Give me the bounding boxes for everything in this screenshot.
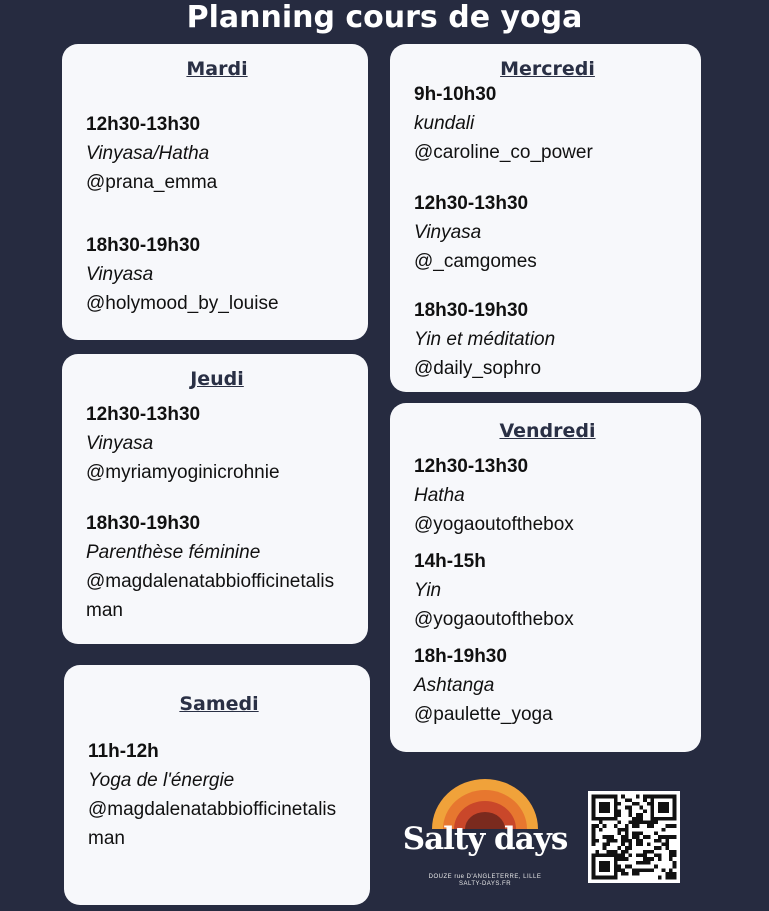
session-teacher: @magdalenatabbiofficinetalisman [86, 571, 335, 621]
session-teacher: @caroline_co_power [414, 142, 593, 163]
session-time: 12h30-13h30 [414, 456, 529, 477]
session-teacher: @daily_sophro [414, 358, 542, 379]
session-item [86, 110, 348, 197]
session-teacher: @magdalenatabbiofficinetalisman [88, 799, 337, 849]
session-class: Yin et méditation [414, 329, 556, 350]
session-class: Hatha [414, 485, 465, 506]
session-time: 11h-12h [88, 741, 159, 762]
session-item [86, 509, 348, 625]
session-time: 12h30-13h30 [86, 404, 201, 425]
day-heading: Mercredi [500, 58, 595, 80]
day-card-samedi [64, 665, 370, 905]
session-teacher: @prana_emma [86, 172, 218, 193]
day-card-vendredi [390, 403, 701, 752]
session-time: 18h30-19h30 [86, 513, 201, 534]
session-time: 14h-15h [414, 551, 486, 572]
page-title: Planning cours de yoga [186, 0, 583, 35]
session-item [88, 737, 350, 853]
session-class: Ashtanga [414, 675, 495, 696]
session-time: 18h-19h30 [414, 646, 507, 667]
logo-website: SALTY-DAYS.FR [458, 881, 512, 887]
session-class: Vinyasa [414, 222, 482, 243]
session-teacher: @myriamyoginicrohnie [86, 462, 280, 483]
session-teacher: @holymood_by_louise [86, 293, 279, 314]
day-heading: Vendredi [499, 420, 596, 442]
day-card-jeudi [62, 354, 368, 644]
session-class: Vinyasa/Hatha [86, 143, 210, 164]
day-heading: Jeudi [190, 368, 244, 390]
day-heading: Mardi [186, 58, 248, 80]
session-class: kundali [414, 113, 475, 134]
session-item [86, 400, 348, 487]
salty-days-logo [385, 777, 585, 895]
session-class: Parenthèse féminine [86, 542, 261, 563]
session-time: 18h30-19h30 [86, 235, 201, 256]
session-class: Yin [414, 580, 442, 601]
session-item [414, 80, 681, 167]
session-class: Vinyasa [86, 264, 154, 285]
session-time: 12h30-13h30 [414, 193, 529, 214]
day-card-mardi [62, 44, 368, 340]
session-item [414, 296, 681, 383]
session-class: Yoga de l'énergie [88, 770, 235, 791]
logo-address [385, 874, 585, 888]
logo-wordmark: Salty days [402, 821, 568, 857]
session-teacher: @paulette_yoga [414, 704, 553, 725]
session-teacher: @_camgomes [414, 251, 537, 272]
session-item [414, 189, 681, 276]
session-time: 9h-10h30 [414, 84, 497, 105]
session-item [414, 642, 681, 729]
logo-address-line: DOUZE rue D'ANGLETERRE, LILLE [428, 874, 542, 880]
day-heading: Samedi [179, 693, 259, 715]
session-item [414, 547, 681, 634]
qr-code-icon[interactable] [588, 791, 680, 883]
session-time: 18h30-19h30 [414, 300, 529, 321]
session-teacher: @yogaoutofthebox [414, 514, 574, 535]
day-card-mercredi [390, 44, 701, 392]
session-time: 12h30-13h30 [86, 114, 201, 135]
session-teacher: @yogaoutofthebox [414, 609, 574, 630]
session-item [414, 452, 681, 539]
session-item [86, 231, 348, 318]
session-class: Vinyasa [86, 433, 154, 454]
